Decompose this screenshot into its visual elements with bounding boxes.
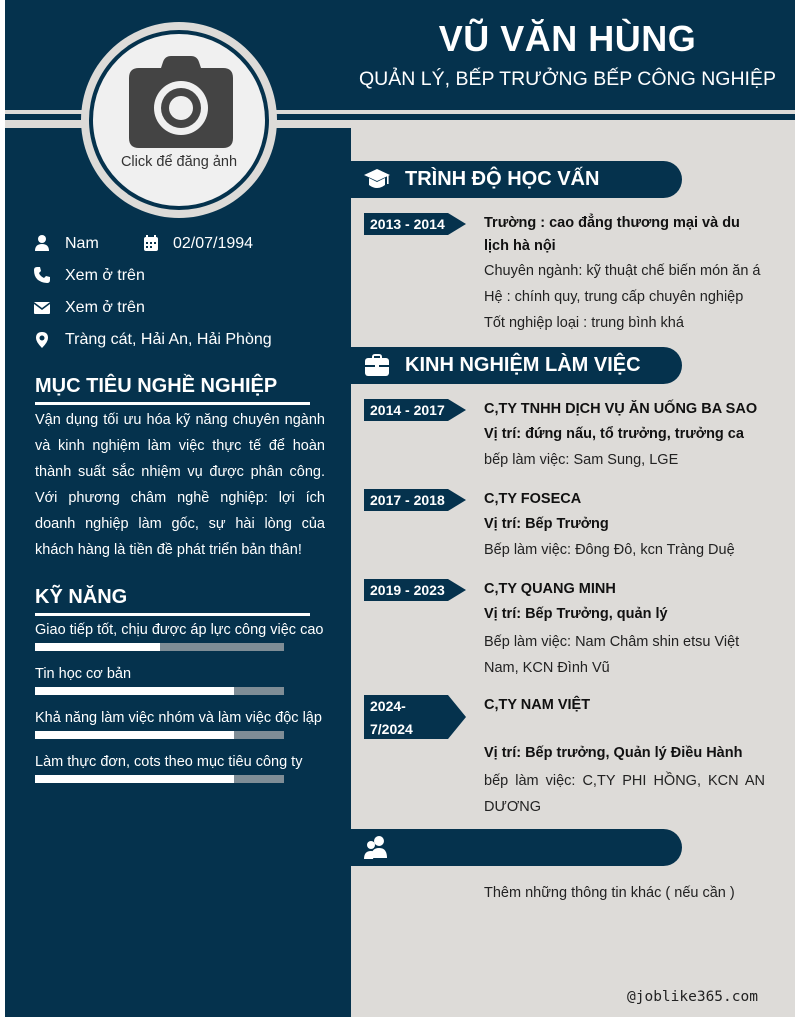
email-value: Xem ở trên bbox=[65, 299, 145, 316]
skill-bar-fill bbox=[35, 731, 234, 739]
tag-arrow bbox=[448, 579, 466, 601]
experience-position: Vị trí: đứng nấu, tổ trưởng, trưởng ca bbox=[484, 426, 744, 442]
experience-period: 2019 - 2023 bbox=[364, 579, 448, 601]
avatar-upload[interactable] bbox=[93, 34, 265, 206]
education-school: Trường : cao đẳng thương mại và du lịch hà nội bbox=[484, 215, 740, 254]
briefcase-icon bbox=[363, 351, 391, 379]
other-info-header bbox=[351, 829, 682, 866]
experience-period bbox=[364, 695, 448, 739]
experience-position: Vị trí: Bếp Trưởng, quản lý bbox=[484, 606, 668, 622]
calendar-icon bbox=[142, 234, 160, 252]
education-header bbox=[351, 161, 682, 198]
other-info-text: Thêm những thông tin khác ( nếu cần ) bbox=[484, 885, 735, 901]
job-title: QUẢN LÝ, BẾP TRƯỞNG BẾP CÔNG NGHIỆP bbox=[359, 68, 776, 90]
tag-arrow bbox=[448, 489, 466, 511]
phone-value: Xem ở trên bbox=[65, 267, 145, 284]
skill-bar-fill bbox=[35, 775, 234, 783]
email-icon bbox=[33, 299, 51, 317]
skill-bar-fill bbox=[35, 687, 234, 695]
skill-bar-fill bbox=[35, 643, 160, 651]
experience-header bbox=[351, 347, 682, 384]
graduation-cap-icon bbox=[363, 165, 391, 193]
person-icon bbox=[33, 234, 51, 252]
education-system: Hệ : chính quy, trung cấp chuyên nghiệp bbox=[484, 289, 744, 305]
experience-detail: bếp làm việc: C,TY PHI HỒNG, KCN AN DƯƠNG bbox=[484, 773, 765, 815]
experience-company: C,TY NAM VIỆT bbox=[484, 697, 591, 713]
objective-text: Vận dụng tối ưu hóa kỹ năng chuyên ngành và kinh nghiệm làm việc thực tế để hoàn thành suất sắc nhiệm vụ được phân công. Với phương châm nghề nghiệp: lợi ích doanh nghiệp làm gốc, sự hài lòng của khách hàng là tiền đề phát triển bản thân! bbox=[35, 412, 325, 558]
tag-arrow bbox=[448, 213, 466, 235]
skill-label: Khả năng làm việc nhóm và làm việc độc lập bbox=[35, 710, 322, 726]
skill-bar bbox=[35, 775, 284, 783]
resume-page bbox=[5, 0, 795, 1017]
tag-arrow bbox=[448, 695, 466, 739]
skill-label: Giao tiếp tốt, chịu được áp lực công việc cao bbox=[35, 622, 324, 638]
experience-position: Vị trí: Bếp Trưởng bbox=[484, 516, 609, 532]
location-icon bbox=[33, 331, 51, 349]
experience-title: KINH NGHIỆM LÀM VIỆC bbox=[405, 354, 641, 376]
skills-title: KỸ NĂNG bbox=[35, 586, 128, 608]
experience-position: Vị trí: Bếp trưởng, Quản lý Điều Hành bbox=[484, 745, 743, 761]
phone-icon bbox=[33, 266, 51, 284]
skill-bar bbox=[35, 643, 284, 651]
users-icon bbox=[363, 833, 391, 861]
skill-label: Làm thực đơn, cots theo mục tiêu công ty bbox=[35, 754, 303, 770]
skill-bar bbox=[35, 731, 284, 739]
experience-period-line: 2024- bbox=[370, 698, 406, 714]
experience-company: C,TY QUANG MINH bbox=[484, 581, 616, 597]
skill-label: Tin học cơ bản bbox=[35, 666, 132, 682]
tag-arrow bbox=[448, 399, 466, 421]
skills-underline bbox=[35, 613, 310, 616]
experience-period-line: 7/2024 bbox=[370, 721, 413, 737]
experience-period: 2014 - 2017 bbox=[364, 399, 448, 421]
education-major: Chuyên ngành: kỹ thuật chế biến món ăn á bbox=[484, 263, 761, 279]
education-period: 2013 - 2014 bbox=[364, 213, 448, 235]
objective-underline bbox=[35, 402, 310, 405]
experience-period: 2017 - 2018 bbox=[364, 489, 448, 511]
experience-company: C,TY FOSECA bbox=[484, 491, 582, 507]
experience-company: C,TY TNHH DỊCH VỤ ĂN UỐNG BA SAO bbox=[484, 401, 758, 417]
candidate-name: VŨ VĂN HÙNG bbox=[438, 18, 697, 59]
sidebar bbox=[5, 128, 351, 1017]
objective-title: MỤC TIÊU NGHỀ NGHIỆP bbox=[35, 375, 278, 397]
camera-icon bbox=[129, 56, 233, 148]
address-value: Tràng cát, Hải An, Hải Phòng bbox=[65, 331, 272, 348]
experience-detail: Bếp làm việc: Đông Đô, kcn Tràng Duệ bbox=[484, 542, 735, 558]
education-grade: Tốt nghiệp loại : trung bình khá bbox=[484, 315, 684, 331]
experience-detail: Bếp làm việc: Nam Châm shin etsu Việt Nam, KCN Đình Vũ bbox=[484, 634, 740, 676]
watermark: @joblike365.com bbox=[627, 989, 758, 1005]
birthday-value: 02/07/1994 bbox=[173, 235, 254, 252]
education-title: TRÌNH ĐỘ HỌC VẤN bbox=[405, 168, 600, 190]
experience-detail: bếp làm việc: Sam Sung, LGE bbox=[484, 452, 679, 468]
gender-value: Nam bbox=[65, 235, 99, 252]
avatar-upload-label: Click để đăng ảnh bbox=[120, 154, 238, 170]
skill-bar bbox=[35, 687, 284, 695]
